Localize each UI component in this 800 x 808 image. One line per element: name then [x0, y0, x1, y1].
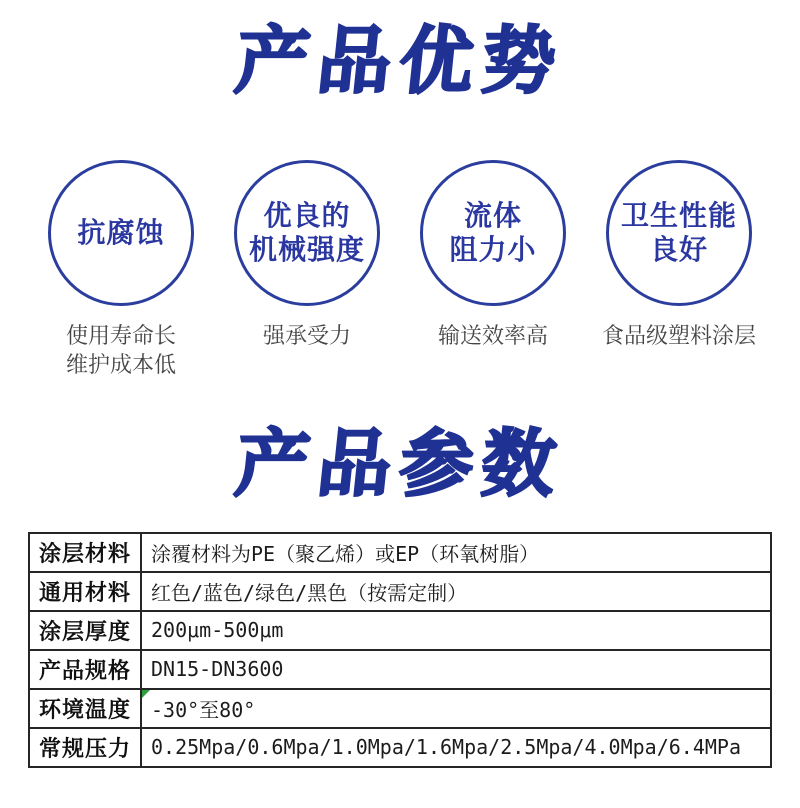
row-value: 200μm-500μm	[141, 611, 771, 650]
circle-label-line2: 阻力小	[449, 233, 537, 265]
row-label: 涂层厚度	[29, 611, 141, 650]
circle-label-line2: 良好	[649, 233, 708, 265]
cell-corner-marker-icon	[142, 690, 150, 698]
row-value: DN15-DN3600	[141, 650, 771, 689]
advantage-caption	[66, 321, 176, 385]
row-value: 涂覆材料为PE（聚乙烯）或EP（环氧树脂）	[141, 533, 771, 572]
circle-label-line1: 卫生性能	[620, 199, 737, 231]
table-row	[29, 572, 771, 611]
advantages-row	[0, 160, 800, 385]
parameters-table	[28, 532, 772, 768]
row-label: 常规压力	[29, 728, 141, 767]
row-label: 涂层材料	[29, 533, 141, 572]
advantage-caption	[263, 321, 351, 385]
advantage-circle-badge	[420, 160, 566, 306]
advantage-item-hygienic	[596, 160, 762, 385]
advantage-circle-badge	[48, 160, 194, 306]
advantage-circle-badge	[234, 160, 380, 306]
circle-label-line1: 抗腐蚀	[77, 216, 165, 248]
row-value-text: -30°至80°	[151, 697, 256, 722]
advantage-caption	[438, 321, 548, 385]
caption-line1: 使用寿命长	[65, 322, 176, 348]
caption-line2: 维护成本低	[65, 351, 176, 377]
table-row	[29, 728, 771, 767]
advantage-item-anticorrosion	[38, 160, 204, 385]
caption-line1: 强承受力	[262, 322, 351, 348]
caption-line1: 输送效率高	[437, 322, 548, 348]
row-value: 0.25Mpa/0.6Mpa/1.0Mpa/1.6Mpa/2.5Mpa/4.0Mpa/6.4MPa	[141, 728, 771, 767]
row-label: 产品规格	[29, 650, 141, 689]
advantage-circle-badge	[606, 160, 752, 306]
advantage-item-mechanical-strength	[224, 160, 390, 385]
caption-line1: 食品级塑料涂层	[601, 322, 756, 348]
circle-label-line2: 机械强度	[248, 233, 365, 265]
parameters-section-title: 产品参数	[231, 423, 569, 505]
circle-label-line1: 流体	[463, 199, 522, 231]
row-label: 通用材料	[29, 572, 141, 611]
table-row	[29, 611, 771, 650]
advantages-section-title: 产品优势	[231, 21, 569, 102]
row-value	[141, 689, 771, 728]
table-row	[29, 689, 771, 728]
row-value: 红色/蓝色/绿色/黑色（按需定制）	[141, 572, 771, 611]
row-label: 环境温度	[29, 689, 141, 728]
circle-label-line1: 优良的	[263, 199, 351, 231]
advantage-item-low-fluid-resistance	[410, 160, 576, 385]
advantage-caption	[602, 321, 756, 385]
table-row	[29, 650, 771, 689]
table-row	[29, 533, 771, 572]
